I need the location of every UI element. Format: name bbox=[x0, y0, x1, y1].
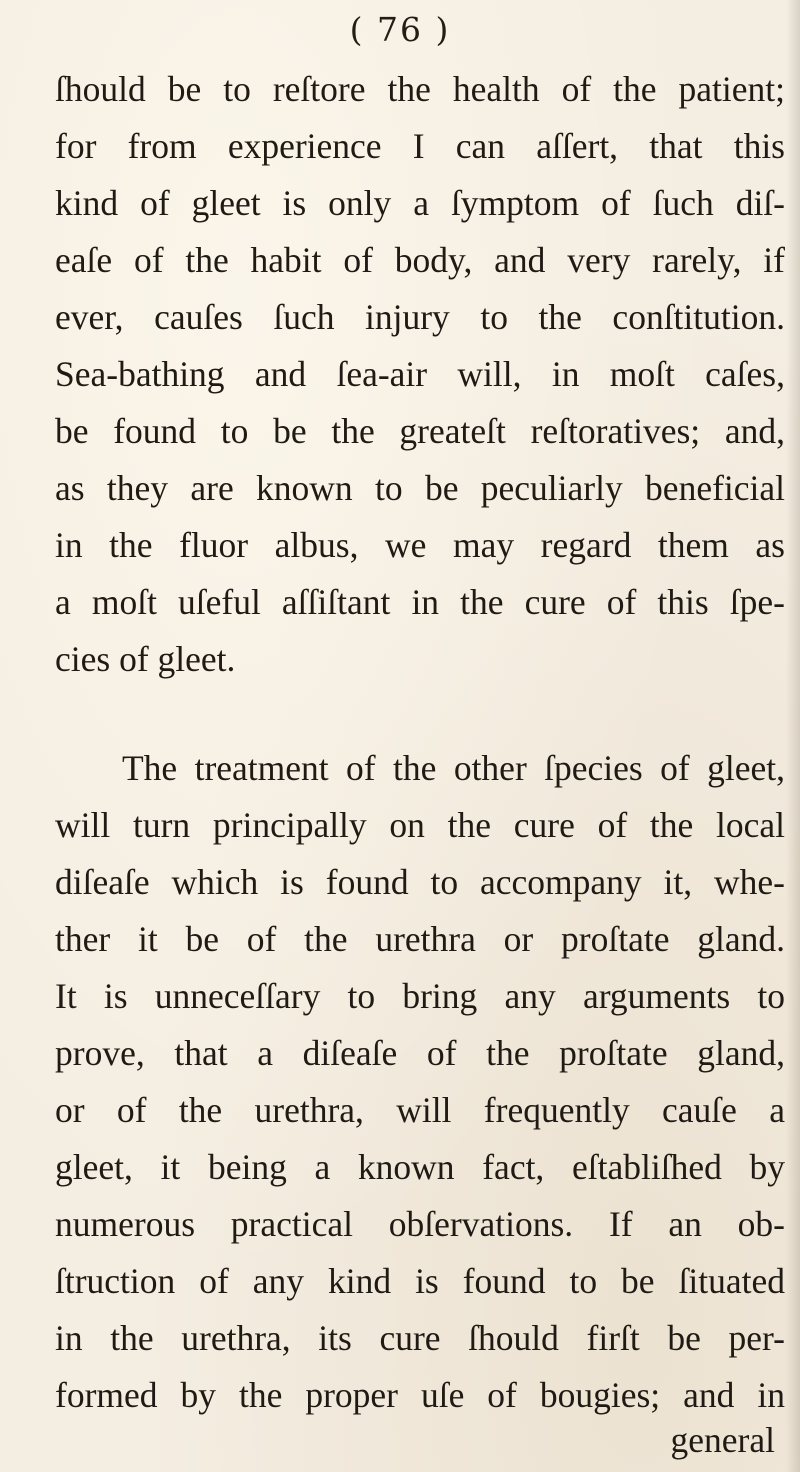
text-line: ſhould be to reſtore the health of the patient; bbox=[55, 69, 785, 109]
text-line: or of the urethra, will frequently cauſe a bbox=[55, 1090, 785, 1130]
text-line: ſtruction of any kind is found to be ſituated bbox=[55, 1261, 785, 1301]
text-line: diſeaſe which is found to accompany it, whe- bbox=[55, 862, 785, 902]
text-line: ever, cauſes ſuch injury to the conſtitution. bbox=[55, 297, 785, 337]
text-line: ther it be of the urethra or proſtate gland. bbox=[55, 919, 785, 959]
text-line: be found to be the greateſt reſtoratives; and, bbox=[55, 411, 785, 451]
catchword: general bbox=[670, 1420, 775, 1460]
text-line: numerous practical obſervations. If an ob- bbox=[55, 1204, 785, 1244]
text-line: will turn principally on the cure of the local bbox=[55, 805, 785, 845]
page-number: ( 76 ) bbox=[349, 10, 451, 49]
text-line: eaſe of the habit of body, and very rarely, if bbox=[55, 240, 785, 280]
text-line: kind of gleet is only a ſymptom of ſuch diſ- bbox=[55, 183, 785, 223]
text-line: formed by the proper uſe of bougies; and in bbox=[55, 1375, 785, 1415]
text-line: gleet, it being a known fact, eſtabliſhed by bbox=[55, 1147, 785, 1187]
text-line: It is unneceſſary to bring any arguments to bbox=[55, 976, 785, 1016]
text-line: Sea-bathing and ſea-air will, in moſt caſes, bbox=[55, 354, 785, 394]
text-line: The treatment of the other ſpecies of gleet, bbox=[122, 748, 785, 788]
text-line: in the fluor albus, we may regard them as bbox=[55, 525, 785, 565]
text-line: in the urethra, its cure ſhould firſt be per- bbox=[55, 1318, 785, 1358]
text-line: prove, that a diſeaſe of the proſtate gland, bbox=[55, 1033, 785, 1073]
text-line: for from experience I can aſſert, that this bbox=[55, 126, 785, 166]
text-line: as they are known to be peculiarly beneficial bbox=[55, 468, 785, 508]
text-line: cies of gleet. bbox=[55, 639, 236, 679]
text-line: a moſt uſeful aſſiſtant in the cure of this ſpe- bbox=[55, 582, 785, 622]
